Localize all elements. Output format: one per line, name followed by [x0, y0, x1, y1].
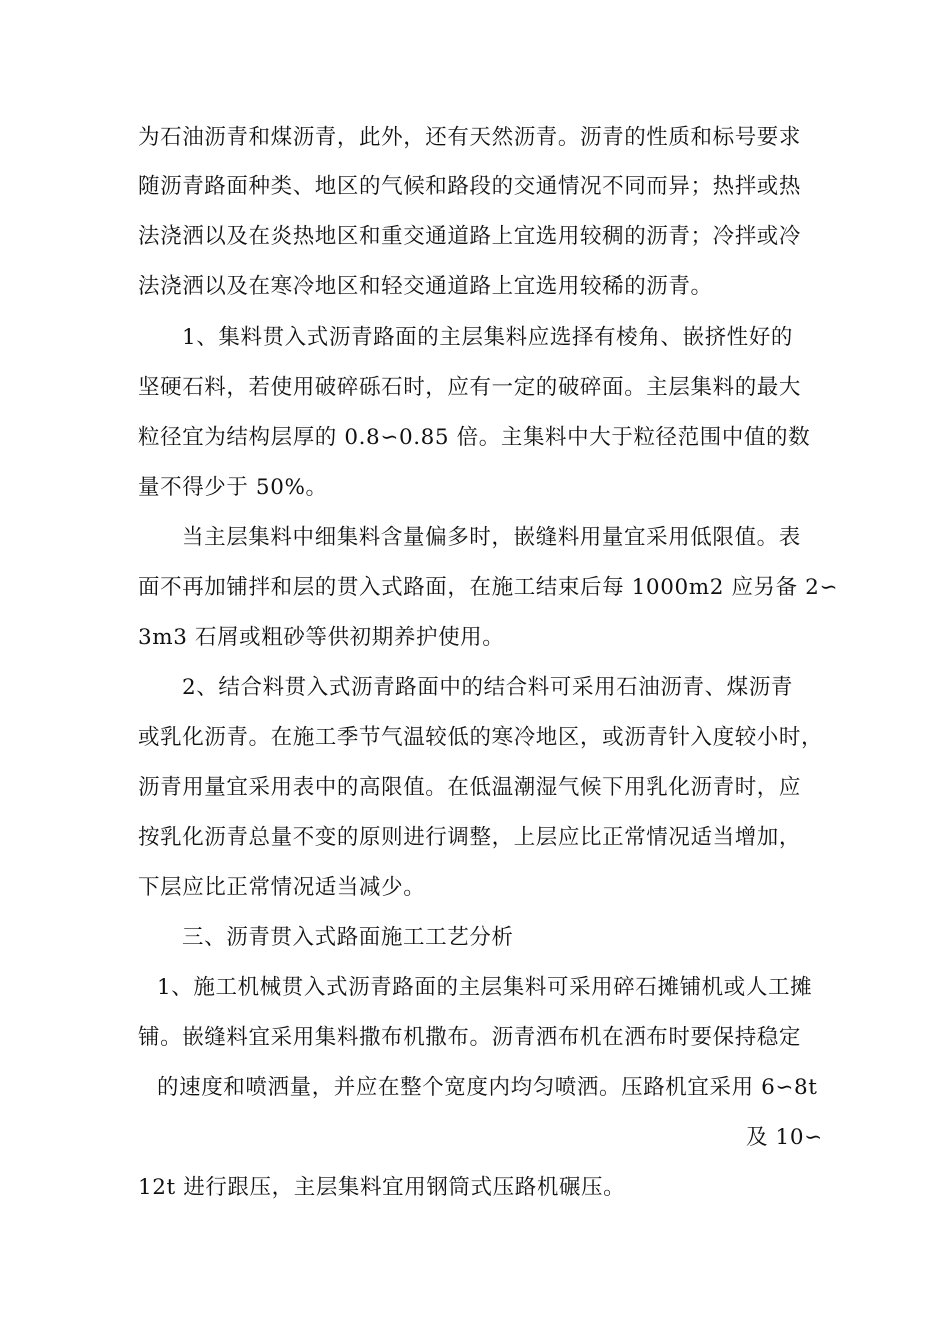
text-line: 按乳化沥青总量不变的原则进行调整，上层应比正常情况适当增加，: [138, 825, 802, 850]
text-line: 3m3 石屑或粗砂等供初期养护使用。: [138, 625, 505, 650]
text-line: 法浇洒以及在炎热地区和重交通道路上宜选用较稠的沥青；冷拌或冷: [138, 224, 802, 249]
text-line: 12t 进行跟压，主层集料宜用钢筒式压路机碾压。: [138, 1175, 626, 1200]
text-line: 为石油沥青和煤沥青，此外，还有天然沥青。沥青的性质和标号要求: [138, 125, 802, 150]
text-line: 当主层集料中细集料含量偏多时，嵌缝料用量宜采用低限值。表: [182, 525, 801, 550]
text-line: 随沥青路面种类、地区的气候和路段的交通情况不同而异；热拌或热: [138, 174, 802, 199]
text-line: 坚硬石料，若使用破碎砾石时，应有一定的破碎面。主层集料的最大: [138, 375, 802, 400]
text-line: 量不得少于 50%。: [138, 475, 328, 500]
text-line: 面不再加铺拌和层的贯入式路面，在施工结束后每 1000m2 应另备 2∽: [138, 575, 839, 600]
text-line: 下层应比正常情况适当减少。: [138, 875, 426, 900]
text-line: 法浇洒以及在寒冷地区和轻交通道路上宜选用较稀的沥青。: [138, 274, 713, 299]
text-line: 沥青用量宜采用表中的高限值。在低温潮湿气候下用乳化沥青时，应: [138, 775, 802, 800]
text-line: 铺。嵌缝料宜采用集料撒布机撒布。沥青洒布机在洒布时要保持稳定: [138, 1025, 802, 1050]
text-line: 或乳化沥青。在施工季节气温较低的寒冷地区，或沥青针入度较小时，: [138, 725, 824, 750]
text-line: 粒径宜为结构层厚的 0.8∽0.85 倍。主集料中大于粒径范围中值的数: [138, 425, 811, 450]
section-heading: 三、沥青贯入式路面施工工艺分析: [182, 925, 514, 950]
text-line: 1、集料贯入式沥青路面的主层集料应选择有棱角、嵌挤性好的: [182, 325, 793, 350]
text-line: 的速度和喷洒量，并应在整个宽度内均匀喷洒。压路机宜采用 6∽8t: [157, 1075, 818, 1100]
text-line: 及 10∽: [746, 1125, 823, 1150]
text-line: 2、结合料贯入式沥青路面中的结合料可采用石油沥青、煤沥青: [182, 675, 793, 700]
text-line: 1、施工机械贯入式沥青路面的主层集料可采用碎石摊铺机或人工摊: [157, 975, 813, 1000]
